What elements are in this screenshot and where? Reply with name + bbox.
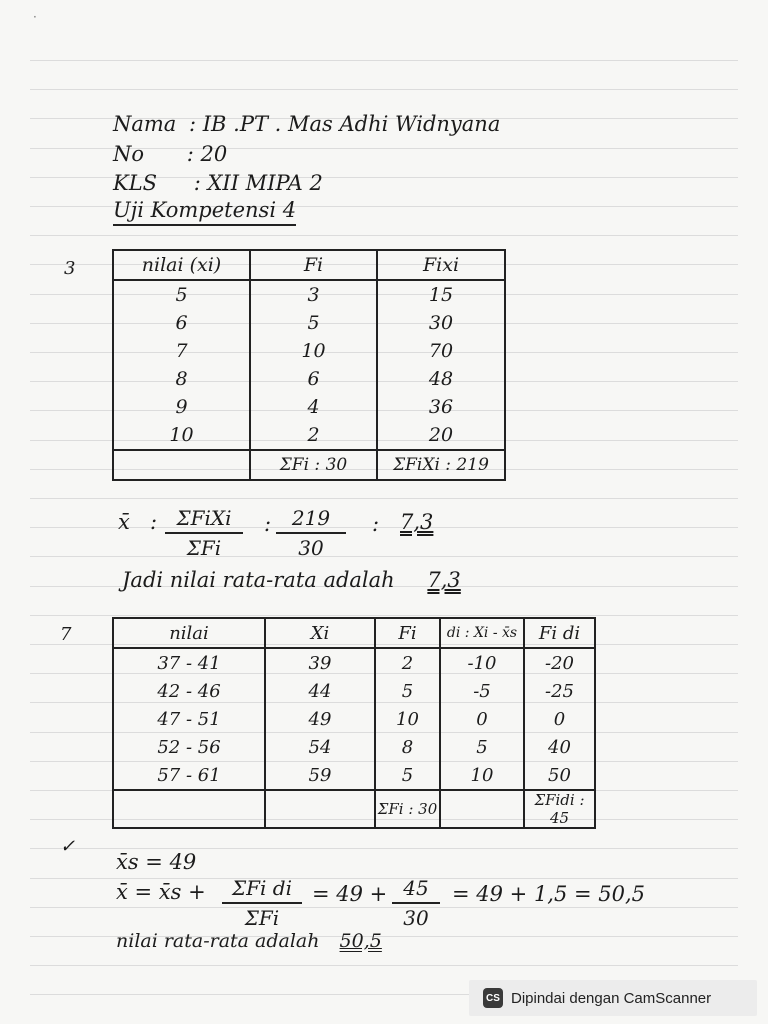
denominator: 30: [298, 536, 324, 560]
conclusion-text: nilai rata-rata adalah: [116, 930, 320, 952]
table-row: [113, 421, 505, 450]
cell: 48: [377, 365, 505, 393]
table-header-row: [113, 250, 505, 280]
margin-mark: ·: [33, 10, 37, 24]
cell: -20: [524, 648, 595, 677]
conclusion-value: 7,3: [427, 568, 461, 592]
table-row: [113, 677, 595, 705]
numerator: 219: [276, 506, 346, 534]
table-header-row: [113, 618, 595, 648]
cell: [440, 790, 524, 828]
sum-row: [113, 790, 595, 828]
check-mark-icon: ✓: [60, 836, 76, 857]
frequency-table-2: [112, 617, 596, 829]
cell: 5: [250, 309, 377, 337]
cell: 10: [113, 421, 250, 450]
fraction-values: [276, 506, 346, 560]
ruled-line: [30, 60, 738, 61]
class-value: : XII MIPA 2: [193, 171, 323, 195]
camscanner-logo-icon: CS: [483, 988, 503, 1008]
eq-result: = 49 + 1,5 = 50,5: [452, 882, 646, 906]
cell: [113, 790, 265, 828]
number-value: : 20: [186, 142, 228, 166]
numerator: ΣFiXi: [165, 506, 243, 534]
conclusion-7: [116, 930, 382, 952]
cell: 30: [377, 309, 505, 337]
class-line: [113, 171, 323, 195]
header-nilai: nilai: [113, 618, 265, 648]
cell: -25: [524, 677, 595, 705]
problem-7-number: 7: [60, 624, 72, 645]
ruled-line: [30, 498, 738, 499]
numerator: 45: [392, 876, 440, 904]
fraction-sum-fidi: [222, 876, 302, 930]
name-value: : IB .PT . Mas Adhi Widnyana: [189, 112, 501, 136]
table-row: [113, 337, 505, 365]
conclusion-text: Jadi nilai rata-rata adalah: [122, 568, 395, 592]
header-nilai: nilai (xi): [113, 250, 250, 280]
mean-symbol: x̄: [118, 510, 130, 534]
cell: 3: [250, 280, 377, 309]
conclusion-3: [122, 568, 461, 592]
eq-sign: :: [372, 512, 380, 536]
cell: [265, 790, 375, 828]
cell: 9: [113, 393, 250, 421]
cell: 0: [440, 705, 524, 733]
ruled-line: [30, 965, 738, 966]
number-line: [113, 142, 227, 166]
cell: 57 - 61: [113, 761, 265, 790]
cell: 49: [265, 705, 375, 733]
table-row: [113, 648, 595, 677]
sum-fidi: ΣFidi : 45: [524, 790, 595, 828]
cell: 8: [113, 365, 250, 393]
conclusion-value: 50,5: [339, 930, 382, 952]
name-line: [113, 112, 500, 136]
sum-fi: ΣFi : 30: [375, 790, 440, 828]
ruled-line: [30, 878, 738, 879]
problem-3-number: 3: [64, 258, 76, 279]
sum-fi: ΣFi : 30: [250, 450, 377, 480]
frequency-table-1: [112, 249, 506, 481]
denominator: ΣFi: [244, 906, 280, 930]
cell: 5: [440, 733, 524, 761]
cell: 15: [377, 280, 505, 309]
cell: 5: [375, 761, 440, 790]
table-row: [113, 705, 595, 733]
header-xi: Xi: [265, 618, 375, 648]
number-label: No: [113, 142, 145, 166]
cell: 7: [113, 337, 250, 365]
table-row: [113, 365, 505, 393]
ruled-line: [30, 907, 738, 908]
eq-sign: :: [150, 510, 158, 534]
cell: 54: [265, 733, 375, 761]
header-fi: Fi: [375, 618, 440, 648]
cell: 10: [375, 705, 440, 733]
table-row: [113, 309, 505, 337]
ruled-line: [30, 556, 738, 557]
fraction-sum-fixi: [165, 506, 243, 560]
ruled-line: [30, 615, 738, 616]
cell: 20: [377, 421, 505, 450]
cell: -10: [440, 648, 524, 677]
cell: 6: [250, 365, 377, 393]
cell: 47 - 51: [113, 705, 265, 733]
header-fi: Fi: [250, 250, 377, 280]
ruled-line: [30, 527, 738, 528]
header-fidi: Fi di: [524, 618, 595, 648]
eq-part: = 49 +: [312, 882, 388, 906]
class-label: KLS: [113, 171, 158, 195]
cell: 37 - 41: [113, 648, 265, 677]
cell: 6: [113, 309, 250, 337]
cell: -5: [440, 677, 524, 705]
mean-formula-lhs: x̄ = x̄s +: [116, 880, 206, 904]
cell: 42 - 46: [113, 677, 265, 705]
cell: 50: [524, 761, 595, 790]
cell: 8: [375, 733, 440, 761]
cell: 0: [524, 705, 595, 733]
cell: 39: [265, 648, 375, 677]
ruled-line: [30, 89, 738, 90]
assumed-mean: x̄s = 49: [116, 850, 197, 874]
cell: 2: [250, 421, 377, 450]
mean-result: 7,3: [400, 510, 434, 534]
table-row: [113, 733, 595, 761]
cell: 36: [377, 393, 505, 421]
fraction-values: [392, 876, 440, 930]
header-di: di : Xi - x̄s: [440, 618, 524, 648]
table-row: [113, 393, 505, 421]
page-title: Uji Kompetensi 4: [113, 198, 296, 226]
camscanner-watermark: [469, 980, 757, 1016]
sum-row: [113, 450, 505, 480]
cell: 10: [440, 761, 524, 790]
cell: 5: [113, 280, 250, 309]
cell: 2: [375, 648, 440, 677]
cell: 10: [250, 337, 377, 365]
cell: 59: [265, 761, 375, 790]
cell: 4: [250, 393, 377, 421]
denominator: ΣFi: [186, 536, 222, 560]
denominator: 30: [403, 906, 429, 930]
cell: 44: [265, 677, 375, 705]
ruled-line: [30, 848, 738, 849]
cell: [113, 450, 250, 480]
name-label: Nama: [113, 112, 177, 136]
sum-fixi: ΣFiXi : 219: [377, 450, 505, 480]
cell: 52 - 56: [113, 733, 265, 761]
camscanner-text: Dipindai dengan CamScanner: [511, 989, 712, 1007]
cell: 70: [377, 337, 505, 365]
cell: 40: [524, 733, 595, 761]
numerator: ΣFi di: [222, 876, 302, 904]
table-row: [113, 761, 595, 790]
header-fixi: Fixi: [377, 250, 505, 280]
table-row: [113, 280, 505, 309]
ruled-line: [30, 235, 738, 236]
eq-sign: :: [264, 512, 272, 536]
cell: 5: [375, 677, 440, 705]
